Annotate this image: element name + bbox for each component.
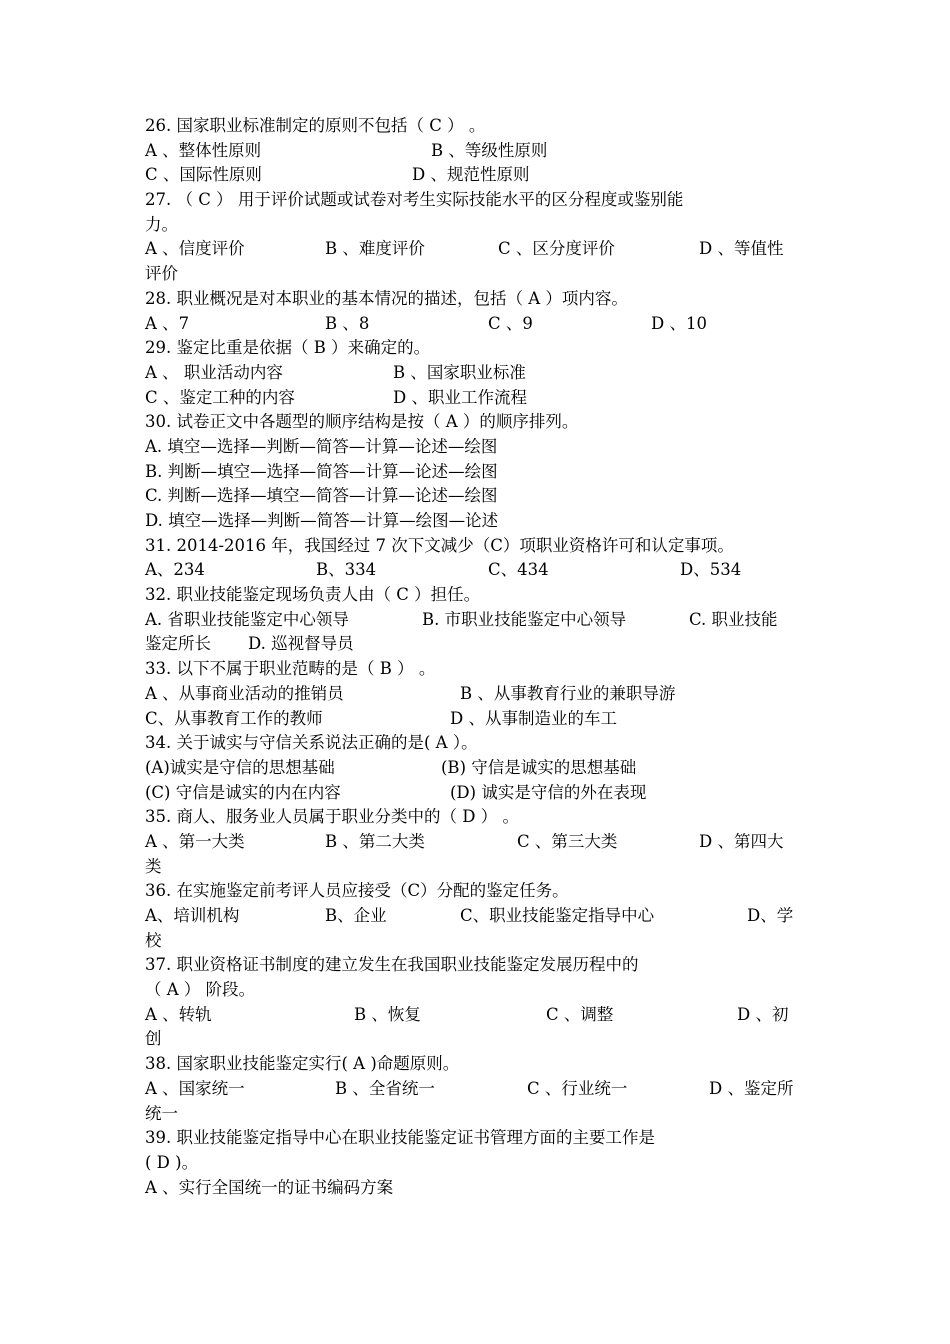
option-d: D 、职业工作流程 (393, 387, 527, 407)
text-line (145, 583, 810, 608)
text-line (145, 509, 810, 534)
text-line (145, 1003, 810, 1028)
question-26: 26. 国家职业标准制定的原则不包括（ C ） 。 (145, 116, 486, 135)
text-line (145, 781, 810, 806)
option-d: D 、初 (737, 1004, 789, 1024)
option-a: A 、整体性原则 (145, 140, 262, 160)
option-d: D 、10 (651, 313, 707, 333)
question-38: 38. 国家职业技能鉴定实行( A )命题原则。 (145, 1054, 460, 1074)
text-line (145, 953, 810, 978)
text-line (145, 1151, 810, 1176)
text-line (145, 386, 810, 411)
text-line (145, 188, 810, 213)
text-line (145, 682, 810, 707)
option-a: A、234 (145, 560, 205, 580)
option-d: D. 巡视督导员 (248, 634, 354, 654)
option-a: A 、7 (145, 313, 190, 333)
option-continued: 鉴定所长 (145, 634, 211, 654)
text-line (145, 435, 810, 460)
option-c: (C) 守信是诚实的内在内容 (145, 782, 341, 802)
text-line (145, 287, 810, 312)
text-line (145, 929, 810, 954)
text-line (145, 460, 810, 485)
option-b: B 、国家职业标准 (393, 362, 526, 382)
text-line (145, 805, 810, 830)
text-line (145, 657, 810, 682)
text-line (145, 830, 810, 855)
text-line (145, 1077, 810, 1102)
option-d: D、学 (747, 906, 794, 925)
question-37: 37. 职业资格证书制度的建立发生在我国职业技能鉴定发展历程中的 (145, 955, 639, 975)
text-line (145, 312, 810, 337)
text-line (145, 707, 810, 732)
text-line (145, 213, 810, 238)
option-a: A 、国家统一 (145, 1078, 245, 1098)
option-c: C、434 (488, 560, 549, 580)
option-d: D 、等值性 (699, 239, 784, 259)
option-a: A. 省职业技能鉴定中心领导 (145, 609, 349, 629)
option-a: A 、从事商业活动的推销员 (145, 683, 344, 703)
option-c: C 、国际性原则 (145, 165, 262, 185)
option-c: C 、鉴定工种的内容 (145, 387, 295, 407)
option-b: B 、恢复 (354, 1004, 421, 1024)
question-27-continued: 力。 (145, 214, 178, 234)
option-b: B 、从事教育行业的兼职导游 (460, 683, 676, 703)
option-c: C. 职业技能 (689, 609, 778, 629)
text-line (145, 1052, 810, 1077)
text-line (145, 534, 810, 559)
option-b: B 、难度评价 (325, 239, 425, 259)
text-line (145, 410, 810, 435)
option-a: A 、第一大类 (145, 831, 245, 851)
text-line (145, 237, 810, 262)
text-line (145, 336, 810, 361)
question-39-continued: ( D )。 (145, 1152, 199, 1172)
option-b: B 、第二大类 (325, 831, 425, 851)
option-b: B 、8 (325, 313, 370, 333)
question-29: 29. 鉴定比重是依据（ B ）来确定的。 (145, 338, 431, 358)
question-30: 30. 试卷正文中各题型的顺序结构是按（ A ）的顺序排列。 (145, 412, 579, 432)
option-a: A 、 职业活动内容 (145, 362, 283, 382)
option-c: C 、9 (488, 313, 533, 333)
option-a: A. 填空—选择—判断—简答—计算—论述—绘图 (145, 436, 498, 456)
option-c: C 、行业统一 (527, 1078, 628, 1098)
text-line (145, 361, 810, 386)
question-33: 33. 以下不属于职业范畴的是（ B ） 。 (145, 659, 436, 679)
option-d: D 、鉴定所 (709, 1078, 794, 1098)
option-b: B、334 (316, 560, 377, 580)
question-text-block (145, 114, 810, 1200)
text-line (145, 632, 810, 657)
text-line (145, 558, 810, 583)
text-line (145, 855, 810, 880)
option-d: D. 填空—选择—判断—简答—计算—绘图—论述 (145, 511, 499, 530)
option-b: B、企业 (325, 906, 387, 925)
question-32: 32. 职业技能鉴定现场负责人由（ C ）担任。 (145, 585, 481, 605)
text-line (145, 756, 810, 781)
text-line (145, 608, 810, 633)
text-line (145, 1027, 810, 1052)
text-line (145, 879, 810, 904)
option-a: A 、转轨 (145, 1004, 212, 1024)
text-line (145, 1126, 810, 1151)
option-c: C 、第三大类 (517, 831, 618, 851)
option-b: (B) 守信是诚实的思想基础 (441, 757, 637, 777)
question-35: 35. 商人、服务业人员属于职业分类中的（ D ） 。 (145, 807, 519, 827)
option-continued: 评价 (145, 264, 178, 284)
option-b: B 、全省统一 (335, 1078, 435, 1098)
option-continued: 校 (145, 930, 162, 950)
option-d: D 、从事制造业的车工 (450, 708, 617, 728)
option-b: B. 市职业技能鉴定中心领导 (422, 609, 627, 629)
option-c: C、职业技能鉴定指导中心 (460, 906, 655, 925)
option-d: D 、规范性原则 (412, 165, 530, 185)
text-line (145, 163, 810, 188)
option-d: D、534 (680, 560, 742, 580)
option-a: A 、实行全国统一的证书编码方案 (145, 1177, 394, 1197)
text-line (145, 731, 810, 756)
question-27: 27. （ C ） 用于评价试题或试卷对考生实际技能水平的区分程度或鉴别能 (145, 190, 684, 210)
text-line (145, 1176, 810, 1201)
option-c: C 、区分度评价 (498, 239, 615, 259)
question-34: 34. 关于诚实与守信关系说法正确的是( A ）。 (145, 733, 478, 753)
text-line (145, 262, 810, 287)
question-36: 36. 在实施鉴定前考评人员应接受（C）分配的鉴定任务。 (145, 881, 569, 901)
text-line (145, 1102, 810, 1127)
option-continued: 创 (145, 1029, 162, 1049)
text-line (145, 978, 810, 1003)
option-d: (D) 诚实是守信的外在表现 (450, 782, 647, 802)
option-b: B. 判断—填空—选择—简答—计算—论述—绘图 (145, 461, 498, 481)
option-b: B 、等级性原则 (431, 140, 548, 160)
option-d: D 、第四大 (699, 831, 784, 851)
text-line (145, 114, 810, 139)
option-a: A 、信度评价 (145, 239, 245, 259)
option-a: (A)诚实是守信的思想基础 (145, 757, 335, 777)
text-line (145, 484, 810, 509)
option-c: C. 判断—选择—填空—简答—计算—论述—绘图 (145, 486, 498, 506)
option-c: C、从事教育工作的教师 (145, 708, 323, 728)
option-continued: 统一 (145, 1103, 178, 1123)
option-c: C 、调整 (546, 1004, 614, 1024)
question-31: 31. 2014-2016 年，我国经过 7 次下文减少（C）项职业资格许可和认定事项。 (145, 535, 734, 555)
option-continued: 类 (145, 856, 162, 876)
text-line (145, 139, 810, 164)
question-37-continued: （ A ） 阶段。 (145, 980, 256, 1000)
question-28: 28. 职业概况是对本职业的基本情况的描述，包括（ A ）项内容。 (145, 288, 628, 308)
option-a: A、培训机构 (145, 906, 240, 925)
text-line (145, 904, 810, 929)
question-39: 39. 职业技能鉴定指导中心在职业技能鉴定证书管理方面的主要工作是 (145, 1128, 655, 1148)
